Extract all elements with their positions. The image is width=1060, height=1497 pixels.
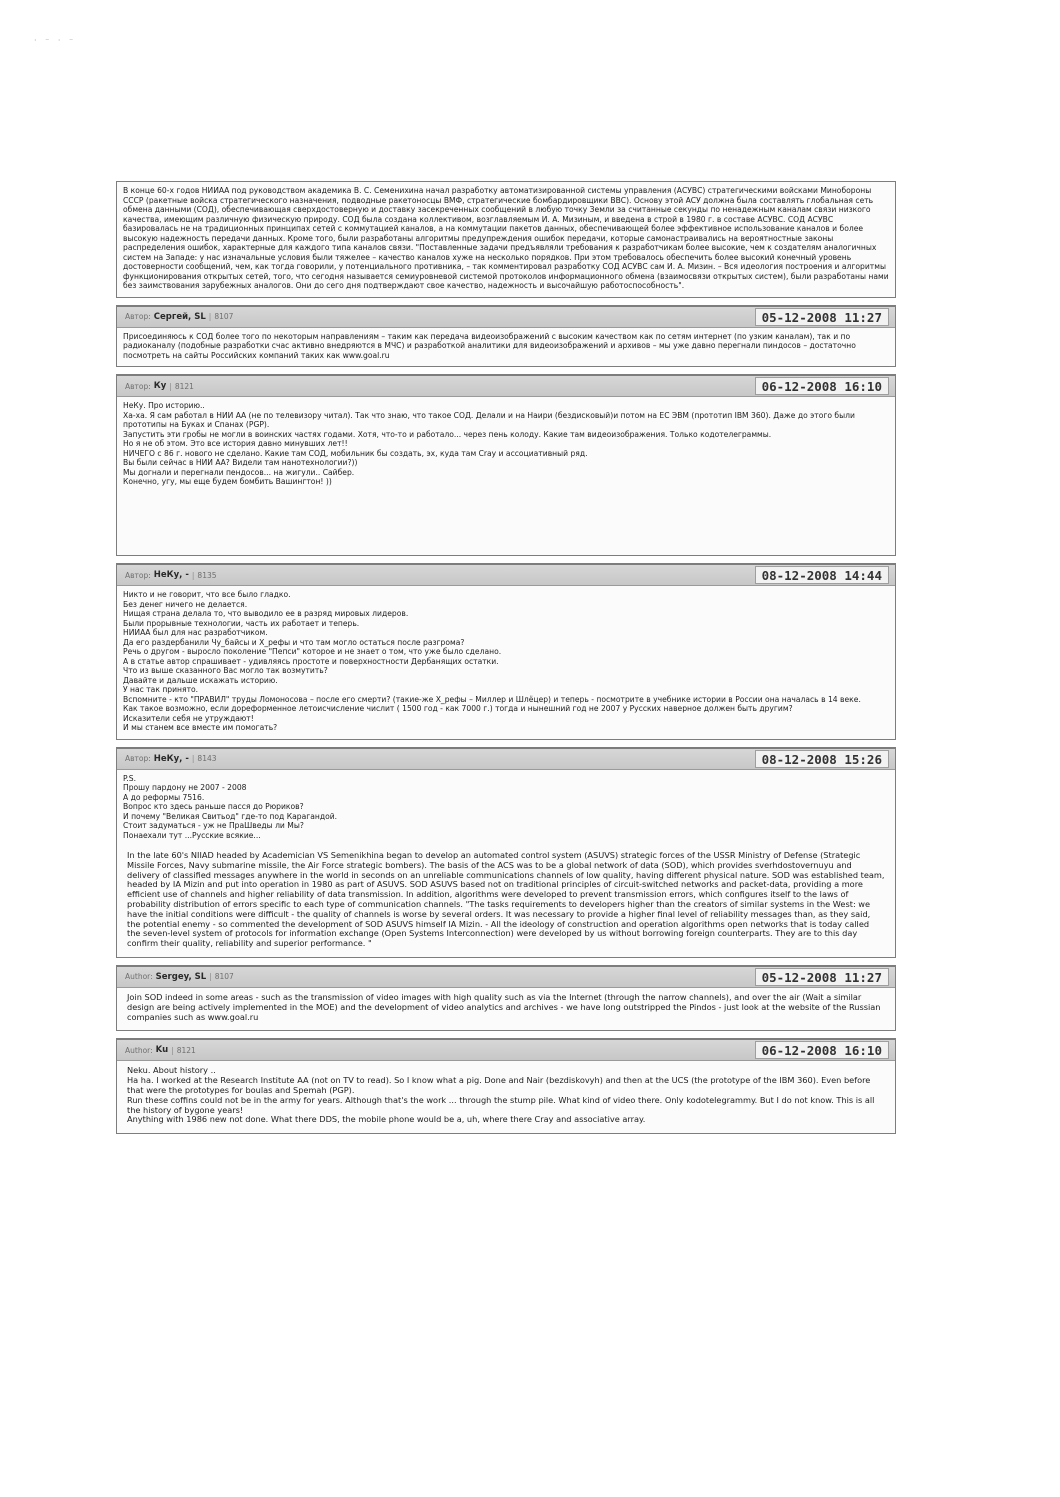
separator: | — [169, 381, 172, 391]
post-header — [117, 564, 895, 586]
intro-ru-text: В конце 60-х годов НИИАА под руководством академика В. С. Семенихина начал разработку автоматизированной системы управления (АСУВС) стратегическими войсками Минобороны СССР (ракетные войска стратегического назначения, подводные ракетоносцы ВМФ, стратегические бомбардировщики ВВС). Основу этой АСУ должна была составлять глобальная сеть обмена данными (СОД), обеспечивающая сверхдостоверную и доставку засекреченных сообщений в любую точку Земли за считанные секунды по ненадежным каналам связи низкого качества, имеющим различную физическую природу. СОД была создана коллективом, возглавляемым И. А. Мизиным, и введена в строй в 1980 г. в составе АСУВС. СОД АСУВС базировалась не на традиционных принципах сетей с коммутацией каналов, а на коммутации пакетов данных, обеспечивающей более эффективное использование каналов и более высокую надежность передачи данных. Кроме того, были разработаны алгоритмы предупреждения ошибок передачи, которые самонастраивались на вероятностные законы распределения ошибок, характерные для каждого типа каналов связи. "Поставленные задачи предъявляли требования к разработчикам более высокие, чем к создателям аналогичных систем на Западе: у нас изначальные условия были тяжелее – качество каналов хуже на несколько порядков. При этом требовалось обеспечить более высокий конечный уровень достоверности сообщений, чем, как тогда говорили, у потенциального противника, – так комментировал разработку СОД АСУВС сам И. А. Мизин. – Вся идеология построения и алгоритмы функционирования открытых сетей, того, что сегодня называется семиуровневой системой протоколов информационного обмена (взаимосвязи открытых систем), были разработаны нами без заимствования зарубежных аналогов. Они до сего дня подтверждают свое качество, надежность и высочайшую работоспособность". — [123, 186, 889, 290]
post-id: 8143 — [197, 754, 217, 763]
author-name[interactable]: НеКу, - — [153, 753, 189, 764]
post — [116, 965, 896, 1031]
post-header — [117, 966, 895, 988]
post-date: 05-12-2008 11:27 — [755, 308, 889, 326]
intro-en-text: In the late 60's NIIAD headed by Academician VS Semenikhina began to develop an automated control system (ASUVS) strategic forces of the USSR Ministry of Defense (Strategic Missile Forces, Navy submarine missile, the Air Force strategic bombers). The basis of the ACS was to be a global network of data (SOD), which provides sverhdostovernuyu and delivery of classified messages anywhere in the world in seconds on an unreliable communications channels of low quality, having different physical nature. SOD was established team, headed by IA Mizin and put into operation in 1980 as part of ASUVS. SOD ASUVS based not on traditional principles of circuit-switched networks and packet-data, providing a more efficient use of channels and higher reliability of data transmission. In addition, algorithms were developed to prevent transmission errors, which configures itself to the laws of probability distribution of errors specific to each type of communication channels. "The tasks requirements to developers higher than the creators of similar systems in the West: we have the initial conditions were difficult - the quality of channels is worse by several orders. It was necessary to provide a higher final level of reliability messages than, as they said, the potential enemy - so commented the development of SOD ASUVS himself IA Mizin. - All the ideology of construction and operation algorithms open networks that is today called the seven-level system of protocols for information exchange (Open Systems Interconnection) were developed by us without borrowing foreign counterparts. They are to this day confirm their quality, reliability and superior performance. " — [127, 850, 885, 949]
separator: | — [191, 754, 195, 763]
author-name[interactable]: Ku — [155, 1045, 169, 1056]
post-meta — [125, 570, 217, 580]
post-meta — [125, 381, 194, 391]
forum-printout — [116, 181, 896, 1134]
post-date: 06-12-2008 16:10 — [755, 377, 889, 395]
post-date: 08-12-2008 15:26 — [755, 750, 889, 768]
post-meta — [125, 312, 233, 322]
post-header — [117, 1039, 895, 1061]
post — [116, 305, 896, 368]
post-id: 8107 — [214, 972, 234, 982]
post-text: Присоединяюсь к СОД более того по некоторым направлениям – таким как передача видеоизображений с высоким качеством как по сетям интернет (по узким каналам), так и по радиоканалу (подобные разработки счас активно внедряются в МЧС) и разработкой аналитики для видеоизображений и архивов – мы уже давно перегнали пиндосов – достаточно посмотреть на сайты Российских компаний таких как www.goal.ru — [123, 331, 856, 360]
author-name[interactable]: Сергей, SL — [153, 311, 206, 322]
author-label: Автор: — [125, 570, 151, 580]
post-id: 8121 — [174, 381, 194, 391]
post — [116, 1038, 896, 1134]
author-label: Автор: — [125, 754, 151, 763]
post — [116, 563, 896, 740]
post-date: 05-12-2008 11:27 — [755, 968, 889, 986]
author-name[interactable]: Ку — [153, 381, 167, 391]
post-header — [117, 748, 895, 770]
scan-marks: · ⁻ · ⁻ — [34, 36, 77, 45]
post-text: P.S. Прошу пардону не 2007 - 2008 А до реформы 7516. Вопрос кто здесь раньше пасся до Рюриков? И почему "Великая Свитьод" где-то под Карагандой. Стоит задуматься - уж не ПраШведы ли Мы? Понаехали тут ...Русские всякие... — [123, 773, 338, 840]
post — [116, 374, 896, 556]
separator: | — [209, 972, 212, 982]
post — [116, 747, 896, 958]
post-text: Никто и не говорит, что все было гладко. Без денег ничего не делается. Нищая страна делала то, что выводило ее в разряд мировых лидеров. Были прорывные технологии, часть их работает и теперь. НИИАА был для нас разработчиком. Да его раздербанили Чу_байсы и Х_рефы и что там могло остаться после разгрома? Речь о другом - выросло поколение "Пепси" которое и не знает о том, что уже было сделано. А в статье автор спрашивает - удивляясь простоте и поверхностности Дербанящих остатки. Что из выше сказанного Вас могло так возмутить? Давайте и дальше искажать историю. У нас так принято. Вспомните - кто "ПРАВИЛ" труды Ломоносова – после его смерти? (такие-же Х_рефы – Миллер и Шлёцер) и теперь - посмотрите в учебнике истории в России она началась в 14 веке. Как такое возможно, если дореформенное летоисчисление числит ( 1500 год - как 7000 г.) тогда и нынешний год не 2007 у Русских наверное должен быть другим? Исказители себя не утруждают! И мы станем все вместе им помогать? — [123, 590, 861, 732]
author-label: Автор: — [125, 312, 151, 321]
separator: | — [208, 312, 212, 321]
post-meta — [125, 1045, 196, 1055]
post-text: Neku. About history .. Ha ha. I worked at the Research Institute AA (not on TV to read). So I know what a pig. Done and Nair (bezdiskovyh) and then at the UCS (the prototype of the IBM 360). Even before that were the prototypes for boulas and Spemah (PGP). Run these coffins could not be in the army for years. Although that's the work ... through the stump pile. What kind of video there. Only kodotelegrammy. But I do not know. This is all the history of bygone years! Anything with 1986 new not done. What there DDS, the mobile phone would be a, uh, where there Cray and associative array. — [127, 1065, 875, 1125]
post-date: 06-12-2008 16:10 — [755, 1041, 889, 1059]
post-text: Join SOD indeed in some areas - such as the transmission of video images with high quality such as via the Internet (through the narrow channels), and over the air (Wait a similar design are being actively implemented in the MOE) and the development of video analytics and archives - we have long outstripped the Pindos - just look at the website of the Russian companies such as www.goal.ru — [127, 991, 881, 1022]
author-name[interactable]: НеКу, - — [153, 570, 189, 580]
post-meta — [125, 972, 234, 982]
author-label: Автор: — [125, 381, 151, 391]
author-label: Author: — [125, 972, 153, 982]
post-date: 08-12-2008 14:44 — [755, 566, 889, 584]
post-id: 8135 — [197, 570, 217, 580]
separator: | — [191, 570, 195, 580]
post-text: НеКу. Про историю.. Ха-ха. Я сам работал в НИИ АА (не по телевизору читал). Так что знаю, что такое СОД. Делали и на Наири (бездисковый)и потом на ЕС ЭВМ (прототип IBM 360). Даже до этого были прототипы на Буках и Спанах (PGP). Запустить эти гробы не могли в воинских частях годами. Хотя, что-то и работало... через пень колоду. Какие там видеоизображения. Только кодотелеграммы. Но я не об этом. Это все история давно минувших лет!! НИЧЕГО с 86 г. нового не сделано. Какие там СОД, мобильник бы создать, эх, куда там Cray и ассоциативный ряд. Вы были сейчас в НИИ АА? Видели там нанотехнологии?)) Мы догнали и перегнали пендосов... на жигули.. Сайбер. Конечно, угу, мы еще будем бомбить Вашингтон! )) — [123, 401, 855, 486]
author-name[interactable]: Sergey, SL — [155, 971, 207, 982]
separator: | — [171, 1045, 174, 1055]
post-id: 8107 — [214, 312, 234, 321]
intro-ru-block — [116, 181, 896, 298]
post-header — [117, 306, 895, 328]
author-label: Author: — [125, 1045, 153, 1055]
post-header — [117, 375, 895, 397]
post-id: 8121 — [176, 1045, 196, 1055]
post-meta — [125, 754, 217, 764]
